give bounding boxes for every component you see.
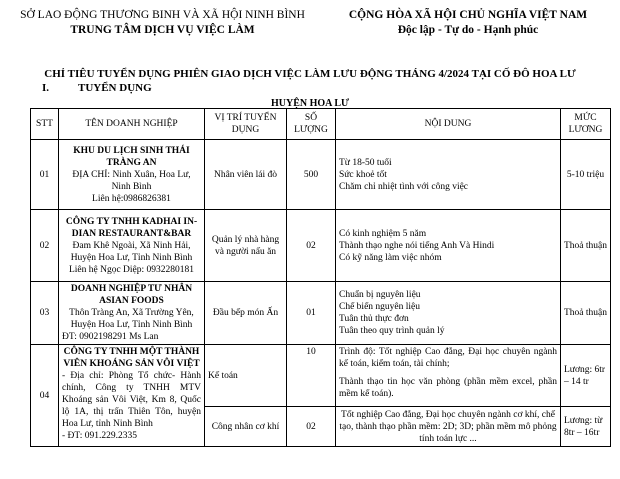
- job-position: Đầu bếp món Ấn: [205, 282, 287, 345]
- job-content: [336, 140, 561, 210]
- requirement: Thành thạo nghe nói tiếng Anh Và Hindi: [339, 240, 495, 251]
- job-salary: 5-10 triệu: [561, 140, 611, 210]
- company-contact: Liên hệ:0986826381: [92, 193, 171, 204]
- header-left: [20, 8, 305, 38]
- section-heading: [42, 82, 152, 94]
- document-title: CHỈ TIÊU TUYỂN DỤNG PHIÊN GIAO DỊCH VIỆC LÀM LƯU ĐỘNG THÁNG 4/2024 TẠI CỐ ĐÔ HOA LƯ: [44, 68, 576, 80]
- table-row: [31, 140, 611, 210]
- country-motto: Độc lập - Tự do - Hạnh phúc: [397, 24, 539, 36]
- header-company: TÊN DOANH NGHIỆP: [59, 109, 205, 140]
- job-content: [336, 210, 561, 282]
- job-quantity: 10: [287, 345, 336, 407]
- company-name: CÔNG TY TNHH MỘT THÀNH VIÊN KHOÁNG SẢN VÔI VIỆT: [63, 347, 200, 369]
- job-quantity: 02: [287, 210, 336, 282]
- header-stt: STT: [31, 109, 59, 140]
- job-position: Nhân viên lái đò: [205, 140, 287, 210]
- requirement: Tuân theo quy trình quản lý: [339, 326, 445, 336]
- job-content: [336, 407, 561, 447]
- country-name: CỘNG HÒA XÃ HỘI CHỦ NGHĨA VIỆT NAM: [348, 9, 588, 21]
- recruitment-table: [30, 108, 611, 447]
- row-stt: 01: [31, 140, 59, 210]
- company-contact: - ĐT: 091.229.2335: [62, 431, 137, 441]
- requirement: Trình độ: Tốt nghiệp Cao đẳng, Đại học chuyên ngành kế toán, kiểm toán, tài chính;: [339, 347, 557, 369]
- header-right: [318, 8, 618, 38]
- job-salary: Thoả thuận: [561, 282, 611, 345]
- job-content: [336, 345, 561, 407]
- table-row: [31, 210, 611, 282]
- requirement: Chuẩn bị nguyên liệu: [339, 290, 421, 300]
- header-position: VỊ TRÍ TUYỂN DỤNG: [205, 109, 287, 140]
- row-stt: 04: [31, 345, 59, 447]
- job-content: [336, 282, 561, 345]
- company-address: Đam Khê Ngoài, Xã Ninh Hải, Huyện Hoa Lư, Tỉnh Ninh Bình: [70, 240, 193, 263]
- requirement: Từ 18-50 tuổi: [339, 157, 392, 168]
- company-address: Thôn Tràng An, Xã Trường Yên, Huyện Hoa Lư, Tỉnh Ninh Bình: [69, 308, 194, 330]
- job-salary: Thoả thuận: [561, 210, 611, 282]
- row-stt: 03: [31, 282, 59, 345]
- company-name: DOANH NGHIỆP TƯ NHÂN ASIAN FOODS: [70, 284, 193, 306]
- header-content: NỘI DUNG: [336, 109, 561, 140]
- table-row: [31, 345, 611, 407]
- requirement: Sức khoẻ tốt: [339, 169, 387, 180]
- job-position: Kế toán: [205, 345, 287, 407]
- company-contact: ĐT: 0902198291 Ms Lan: [62, 332, 159, 342]
- requirement: Tốt nghiệp Cao đẳng, Đại học chuyên ngành cơ khí, chế tạo, thành thạo phần mềm: 2D; 3D; phần mềm mô phỏng tính toán lực ...: [339, 409, 557, 444]
- requirement: Thành thạo tin học văn phòng (phần mềm excel, phần mềm kế toán).: [339, 377, 557, 399]
- job-salary: Lương: 6tr – 14 tr: [561, 345, 611, 407]
- ministry-name: SỞ LAO ĐỘNG THƯƠNG BINH VÀ XÃ HỘI NINH BÌNH: [20, 9, 305, 21]
- company-cell: [59, 282, 205, 345]
- company-name: CÔNG TY TNHH KADHAI IN-DIAN RESTAURANT&BAR: [65, 216, 198, 239]
- row-stt: 02: [31, 210, 59, 282]
- requirement: Chế biến nguyên liệu: [339, 302, 420, 312]
- requirement: Chăm chỉ nhiệt tình với công việc: [339, 181, 469, 192]
- job-quantity: 02: [287, 407, 336, 447]
- requirement: Có kinh nghiệm 5 năm: [339, 228, 427, 239]
- job-position: Quản lý nhà hàng và người nấu ăn: [205, 210, 287, 282]
- company-address: ĐỊA CHỈ: Ninh Xuân, Hoa Lư, Ninh Bình: [72, 169, 191, 192]
- district-heading: HUYỆN HOA LƯ: [271, 98, 349, 109]
- requirement: Tuân thủ thực đơn: [339, 314, 409, 324]
- section-number: I.: [42, 82, 50, 94]
- company-cell: [59, 345, 205, 447]
- table-row: [31, 282, 611, 345]
- section-label: TUYỂN DỤNG: [78, 82, 152, 94]
- job-quantity: 500: [287, 140, 336, 210]
- job-quantity: 01: [287, 282, 336, 345]
- header-salary: MỨC LƯƠNG: [561, 109, 611, 140]
- table-header-row: [31, 109, 611, 140]
- company-address: - Địa chỉ: Phòng Tổ chức- Hành chính, Công ty TNHH MTV Khoáng sản Vôi Việt, Km 8, Quốc lộ 1A, thị trấn Thiên Tôn, huyện Hoa Lư, tỉnh Ninh Bình: [62, 371, 201, 429]
- company-cell: [59, 210, 205, 282]
- header-quantity: SỐ LƯỢNG: [287, 109, 336, 140]
- company-name: KHU DU LỊCH SINH THÁI TRÀNG AN: [73, 145, 190, 168]
- center-name: TRUNG TÂM DỊCH VỤ VIỆC LÀM: [70, 24, 255, 36]
- company-contact: Liên hệ Ngọc Diệp: 0932280181: [68, 264, 195, 275]
- job-salary: Lương: từ 8tr – 16tr: [561, 407, 611, 447]
- requirement: Có kỹ năng làm việc nhóm: [339, 252, 442, 263]
- job-position: Công nhân cơ khí: [205, 407, 287, 447]
- company-cell: [59, 140, 205, 210]
